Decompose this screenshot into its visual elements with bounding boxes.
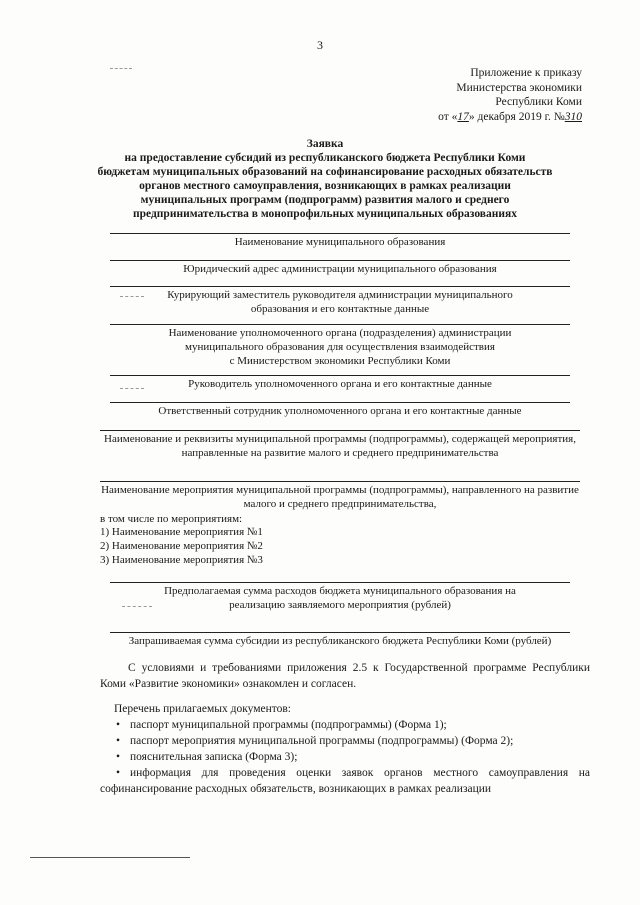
bullet-icon: •	[116, 767, 121, 779]
bullet-icon: •	[116, 735, 121, 747]
documents-heading: Перечень прилагаемых документов:	[114, 703, 292, 715]
program-line-1: Наименование и реквизиты муниципальной программы (подпрограммы), содержащей мероприятия,	[104, 433, 576, 445]
authorized-line-1: Наименование уполномоченного органа (подразделения) администрации	[168, 327, 512, 339]
measure-item-3: 3) Наименование мероприятия №3	[100, 554, 263, 566]
measure-list	[100, 525, 263, 567]
document-item-text: информация для проведения оценки заявок органов местного самоуправления на софинансирование расходных обязательств, возникающих в рамках реализации	[100, 767, 590, 795]
measure-subheading: в том числе по мероприятиям:	[100, 513, 243, 525]
field-caption-requested-sum: Запрашиваемая сумма субсидии из республиканского бюджета Республики Коми (рублей)	[128, 635, 552, 647]
appendix-line-3: Республики Коми	[495, 96, 582, 108]
appendix-date	[438, 110, 582, 125]
title-line-3: бюджетам муниципальных образований на софинансирование расходных обязательств	[97, 166, 553, 178]
date-middle: » декабря 2019 г. №	[468, 110, 565, 123]
document-item	[100, 717, 590, 733]
expected-sum-line-2: реализацию заявляемого мероприятия (рублей)	[229, 599, 451, 611]
document-item-text: паспорт муниципальной программы (подпрограммы) (Форма 1);	[130, 719, 447, 731]
footer-rule	[30, 857, 190, 858]
document-item-text: пояснительная записка (Форма 3);	[130, 751, 298, 763]
appendix-line-1: Приложение к приказу	[470, 67, 582, 79]
page-number: 3	[317, 38, 323, 52]
authorized-line-3: с Министерством экономики Республики Коми	[229, 355, 451, 367]
measure-line-2: малого и среднего предпринимательства,	[243, 498, 437, 510]
authorized-line-2: муниципального образования для осуществления взаимодействия	[185, 341, 495, 353]
appendix-line-2: Министерства экономики	[456, 81, 582, 94]
agreement-paragraph: С условиями и требованиями приложения 2.5 к Государственной программе Республики Коми «Развитие экономики» ознакомлен и согласен.	[100, 662, 590, 690]
field-caption-address: Юридический адрес администрации муниципального образования	[183, 263, 497, 275]
bullet-icon: •	[116, 751, 121, 763]
order-number: 310	[564, 110, 582, 123]
title-line-2: на предоставление субсидий из республиканского бюджета Республики Коми	[124, 152, 526, 164]
document-item	[100, 733, 590, 749]
title-line-4: органов местного самоуправления, возникающих в рамках реализации	[139, 180, 511, 192]
field-caption-responsible: Ответственный сотрудник уполномоченного органа и его контактные данные	[158, 405, 522, 417]
field-line-program	[100, 430, 580, 431]
scan-mark	[110, 68, 132, 69]
document-item	[100, 749, 590, 765]
program-line-2: направленные на развитие малого и среднего предпринимательства	[181, 447, 499, 459]
expected-sum-line-1: Предполагаемая сумма расходов бюджета муниципального образования на	[164, 585, 516, 597]
date-prefix: от «	[438, 110, 458, 123]
field-caption-expected-sum	[110, 584, 570, 612]
field-line-measure	[100, 481, 580, 482]
deputy-line-1: Курирующий заместитель руководителя администрации муниципального	[167, 289, 513, 301]
documents-list	[100, 701, 590, 797]
field-line-expected-sum	[110, 582, 570, 583]
field-caption-municipality: Наименование муниципального образования	[234, 236, 446, 248]
field-caption-program	[92, 432, 588, 460]
field-line-deputy	[110, 286, 570, 287]
field-line-requested-sum	[110, 632, 570, 633]
bullet-icon: •	[116, 719, 121, 731]
field-line-municipality	[110, 233, 570, 234]
field-caption-measure	[92, 483, 588, 511]
document-item	[100, 765, 590, 797]
deputy-line-2: образования и его контактные данные	[250, 303, 430, 315]
field-line-address	[110, 260, 570, 261]
field-caption-authorized-body	[110, 326, 570, 368]
field-caption-deputy	[110, 288, 570, 316]
measure-item-1: 1) Наименование мероприятия №1	[100, 526, 263, 538]
title-line-5: муниципальных программ (подпрограмм) развития малого и среднего	[140, 194, 510, 206]
title-line-6: предпринимательства в монопрофильных муниципальных образованиях	[133, 208, 517, 220]
appendix-block	[438, 66, 582, 124]
scan-mark	[122, 606, 152, 607]
document-item-text: паспорт мероприятия муниципальной программы (подпрограммы) (Форма 2);	[130, 735, 514, 747]
field-line-head	[110, 375, 570, 376]
title-line-1: Заявка	[306, 138, 344, 150]
field-caption-head: Руководитель уполномоченного органа и его контактные данные	[188, 378, 492, 390]
date-day: 17	[457, 110, 469, 123]
document-title	[90, 137, 560, 221]
measure-item-2: 2) Наименование мероприятия №2	[100, 540, 263, 552]
field-line-responsible	[110, 402, 570, 403]
measure-line-1: Наименование мероприятия муниципальной программы (подпрограммы), направленного на развитие	[101, 484, 579, 496]
field-line-authorized-body	[110, 324, 570, 325]
